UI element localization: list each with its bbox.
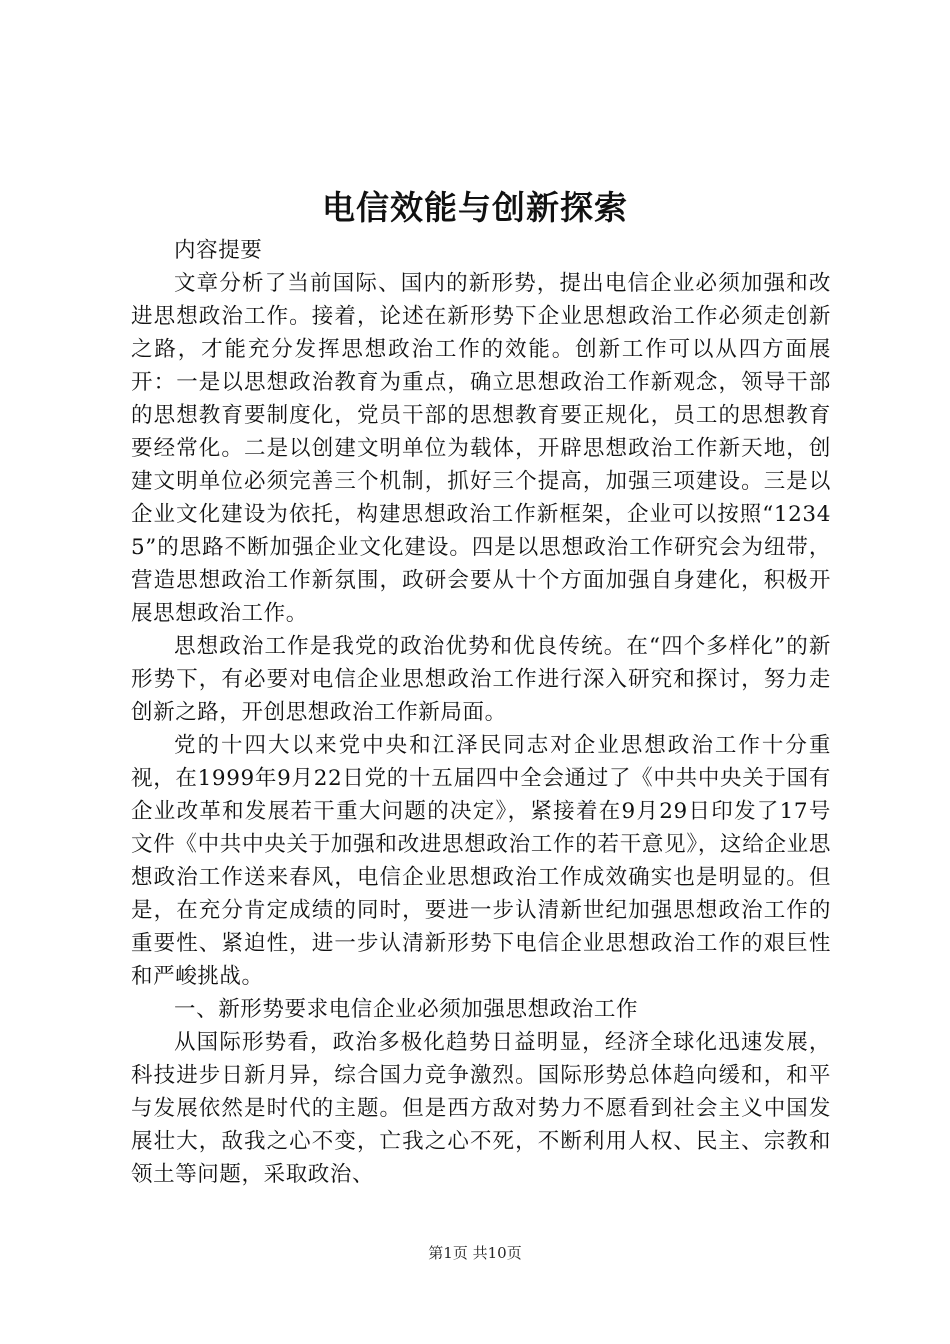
paragraph-intro: 思想政治工作是我党的政治优势和优良传统。在“四个多样化”的新形势下，有必要对电信企业思想政治工作进行深入研究和探讨，努力走创新之路，开创思想政治工作新局面。 — [131, 634, 831, 725]
paragraph-international: 从国际形势看，政治多极化趋势日益明显，经济全球化迅速发展，科技进步日新月异，综合国力竞争激烈。国际形势总体趋向缓和，和平与发展依然是时代的主题。但是西方敌对势力不愿看到社会主义中国发展壮大，敌我之心不变，亡我之心不死，不断利用人权、民主、宗教和领土等问题，采取政治、 — [131, 1030, 831, 1187]
page-footer: 第1页 共10页 — [428, 1244, 522, 1262]
document-body — [131, 234, 831, 1191]
section-heading-1: 一、新形势要求电信企业必须加强思想政治工作 — [174, 997, 639, 1022]
paragraph-background: 党的十四大以来党中央和江泽民同志对企业思想政治工作十分重视，在1999年9月22日党的十五届四中全会通过了《中共中央关于国有企业改革和发展若干重大问题的决定》，紧接着在9月29日印发了17号文件《中共中央关于加强和改进思想政治工作的若干意见》，这给企业思想政治工作送来春风，电信企业思想政治工作成效确实也是明显的。但是，在充分肯定成绩的同时，要进一步认清新世纪加强思想政治工作的重要性、紧迫性，进一步认清新形势下电信企业思想政治工作的艰巨性和严峻挑战。 — [131, 733, 831, 989]
paragraph-abstract: 文章分析了当前国际、国内的新形势，提出电信企业必须加强和改进思想政治工作。接着，论述在新形势下企业思想政治工作必须走创新之路，才能充分发挥思想政治工作的效能。创新工作可以从四方面展开：一是以思想政治教育为重点，确立思想政治工作新观念，领导干部的思想教育要制度化，党员干部的思想教育要正规化，员工的思想教育要经常化。二是以创建文明单位为载体，开辟思想政治工作新天地，创建文明单位必须完善三个机制，抓好三个提高，加强三项建设。三是以企业文化建设为依托，构建思想政治工作新框架，企业可以按照“12345”的思路不断加强企业文化建设。四是以思想政治工作研究会为纽带，营造思想政治工作新氛围，政研会要从十个方面加强自身建化，积极开展思想政治工作。 — [131, 271, 831, 626]
document-title: 电信效能与创新探索 — [322, 188, 628, 227]
paragraph-abstract-heading: 内容提要 — [174, 238, 263, 263]
